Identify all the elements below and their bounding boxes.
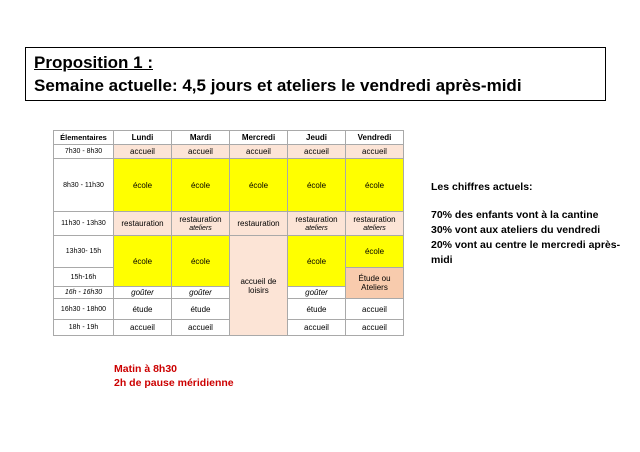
time-label: 15h-16h <box>54 268 114 287</box>
cell-restauration-ateliers <box>346 212 404 236</box>
stats-block <box>431 180 631 268</box>
cell-etude: étude <box>288 299 346 320</box>
cell-etude: étude <box>172 299 230 320</box>
time-label: 11h30 - 13h30 <box>54 212 114 236</box>
cell-accueil-de-loisirs: accueil de loisirs <box>230 236 288 336</box>
cell-ecole: école <box>114 236 172 287</box>
time-label: 18h - 19h <box>54 320 114 336</box>
cell-ecole: école <box>114 159 172 212</box>
cell-ateliers-label: ateliers <box>305 224 328 232</box>
cell-accueil: accueil <box>172 145 230 159</box>
cell-restauration-ateliers <box>172 212 230 236</box>
day-header-mardi: Mardi <box>172 131 230 145</box>
day-header-jeudi: Jeudi <box>288 131 346 145</box>
notes-block <box>114 362 234 390</box>
time-label: 8h30 - 11h30 <box>54 159 114 212</box>
cell-accueil: accueil <box>114 320 172 336</box>
cell-restauration-label: restauration <box>353 214 396 224</box>
title-box <box>25 47 606 101</box>
stats-heading: Les chiffres actuels: <box>431 181 533 193</box>
cell-ecole: école <box>346 236 404 268</box>
note-morning: Matin à 8h30 <box>114 363 178 375</box>
note-lunch-break: 2h de pause méridienne <box>114 377 234 389</box>
proposal-subtitle: Semaine actuelle: 4,5 jours et ateliers le vendredi après-midi <box>34 76 522 95</box>
cell-ecole: école <box>230 159 288 212</box>
time-label: 13h30- 15h <box>54 236 114 268</box>
cell-ecole: école <box>172 159 230 212</box>
table-row <box>54 145 404 159</box>
stats-line: 20% vont au centre le mercredi après-midi <box>431 239 621 266</box>
cell-accueil: accueil <box>114 145 172 159</box>
cell-ateliers-label: ateliers <box>363 224 386 232</box>
table-corner-label: Élementaires <box>54 131 114 145</box>
cell-accueil: accueil <box>288 145 346 159</box>
proposal-title: Proposition 1 : <box>34 53 153 72</box>
cell-accueil: accueil <box>172 320 230 336</box>
table-row <box>54 299 404 320</box>
time-label: 7h30 - 8h30 <box>54 145 114 159</box>
schedule-table <box>53 130 404 336</box>
time-label: 16h - 16h30 <box>54 287 114 299</box>
day-header-vendredi: Vendredi <box>346 131 404 145</box>
cell-accueil: accueil <box>230 145 288 159</box>
table-row <box>54 236 404 268</box>
cell-gouter: goûter <box>172 287 230 299</box>
cell-accueil: accueil <box>288 320 346 336</box>
cell-etude: étude <box>114 299 172 320</box>
time-label: 16h30 - 18h00 <box>54 299 114 320</box>
cell-gouter: goûter <box>288 287 346 299</box>
cell-accueil: accueil <box>346 299 404 320</box>
table-row <box>54 320 404 336</box>
cell-ecole: école <box>172 236 230 287</box>
cell-ecole: école <box>288 236 346 287</box>
cell-ecole: école <box>288 159 346 212</box>
cell-gouter: goûter <box>114 287 172 299</box>
cell-restauration: restauration <box>230 212 288 236</box>
day-header-lundi: Lundi <box>114 131 172 145</box>
stats-line: 30% vont aux ateliers du vendredi <box>431 224 601 236</box>
cell-restauration: restauration <box>114 212 172 236</box>
table-row <box>54 159 404 212</box>
cell-restauration-ateliers <box>288 212 346 236</box>
cell-ateliers-label: ateliers <box>189 224 212 232</box>
cell-ecole: école <box>346 159 404 212</box>
cell-etude-ou-ateliers: Étude ou Ateliers <box>346 268 404 299</box>
stats-line: 70% des enfants vont à la cantine <box>431 209 599 221</box>
table-row <box>54 212 404 236</box>
cell-accueil: accueil <box>346 320 404 336</box>
cell-accueil: accueil <box>346 145 404 159</box>
cell-restauration-label: restauration <box>179 214 222 224</box>
day-header-mercredi: Mercredi <box>230 131 288 145</box>
cell-restauration-label: restauration <box>295 214 338 224</box>
